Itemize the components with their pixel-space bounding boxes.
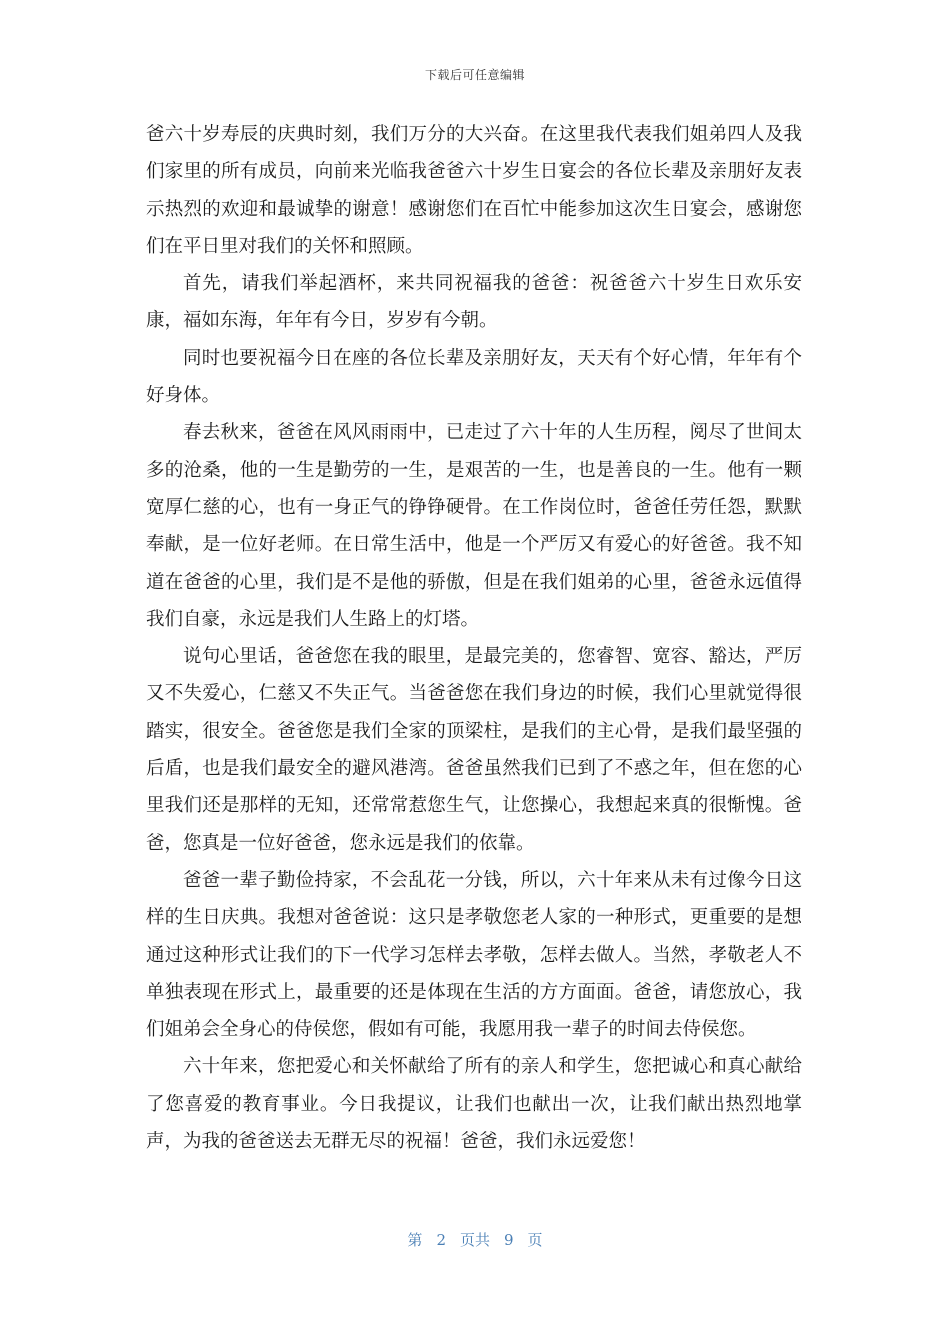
paragraph-7: 六十年来，您把爱心和关怀献给了所有的亲人和学生，您把诚心和真心献给了您喜爱的教育事业。今日我提议，让我们也献出一次，让我们献出热烈地掌声，为我的爸爸送去无群无尽的祝福！爸爸，我们永远爱您！ — [146, 1056, 802, 1153]
paragraph-1: 爸六十岁寿辰的庆典时刻，我们万分的大兴奋。在这里我代表我们姐弟四人及我们家里的所有成员，向前来光临我爸爸六十岁生日宴会的各位长辈及亲朋好友表示热烈的欢迎和最诚挚的谢意！感谢您们在百忙中能参加这次生日宴会，感谢您们在平日里对我们的关怀和照顾。 — [146, 124, 802, 257]
paragraph-4: 春去秋来，爸爸在风风雨雨中，已走过了六十年的人生历程，阅尽了世间太多的沧桑，他的一生是勤劳的一生，是艰苦的一生，也是善良的一生。他有一颗宽厚仁慈的心，也有一身正气的铮铮硬骨。在工作岗位时，爸爸任劳任怨，默默奉献，是一位好老师。在日常生活中，他是一个严厉又有爱心的好爸爸。我不知道在爸爸的心里，我们是不是他的骄傲，但是在我们姐弟的心里，爸爸永远值得我们自豪，永远是我们人生路上的灯塔。 — [146, 422, 802, 630]
document-body — [146, 116, 802, 1160]
header-text: 下载后可任意编辑 — [424, 68, 525, 82]
footer-middle: 页共 — [459, 1231, 490, 1249]
footer-suffix: 页 — [527, 1231, 543, 1249]
page-header — [0, 66, 950, 83]
paragraph-2: 首先，请我们举起酒杯，来共同祝福我的爸爸：祝爸爸六十岁生日欢乐安康，福如东海，年年有今日，岁岁有今朝。 — [146, 273, 802, 332]
footer-prefix: 第 — [407, 1231, 423, 1249]
paragraph-6: 爸爸一辈子勤俭持家，不会乱花一分钱，所以，六十年来从未有过像今日这样的生日庆典。我想对爸爸说：这只是孝敬您老人家的一种形式，更重要的是想通过这种形式让我们的下一代学习怎样去孝敬，怎样去做人。当然，孝敬老人不单独表现在形式上，最重要的还是体现在生活的方方面面。爸爸，请您放心，我们姐弟会全身心的侍侯您，假如有可能，我愿用我一辈子的时间去侍侯您。 — [146, 869, 802, 1041]
footer-total-pages: 9 — [504, 1231, 514, 1249]
page-footer — [0, 1229, 950, 1250]
paragraph-5: 说句心里话，爸爸您在我的眼里，是最完美的，您睿智、宽容、豁达，严厉又不失爱心，仁慈又不失正气。当爸爸您在我们身边的时候，我们心里就觉得很踏实，很安全。爸爸您是我们全家的顶梁柱，是我们的主心骨，是我们最坚强的后盾，也是我们最安全的避风港湾。爸爸虽然我们已到了不惑之年，但在您的心里我们还是那样的无知，还常常惹您生气，让您操心，我想起来真的很惭愧。爸爸，您真是一位好爸爸，您永远是我们的依靠。 — [146, 646, 802, 854]
footer-page-number: 2 — [436, 1231, 446, 1249]
paragraph-3: 同时也要祝福今日在座的各位长辈及亲朋好友，天天有个好心情，年年有个好身体。 — [146, 347, 802, 407]
